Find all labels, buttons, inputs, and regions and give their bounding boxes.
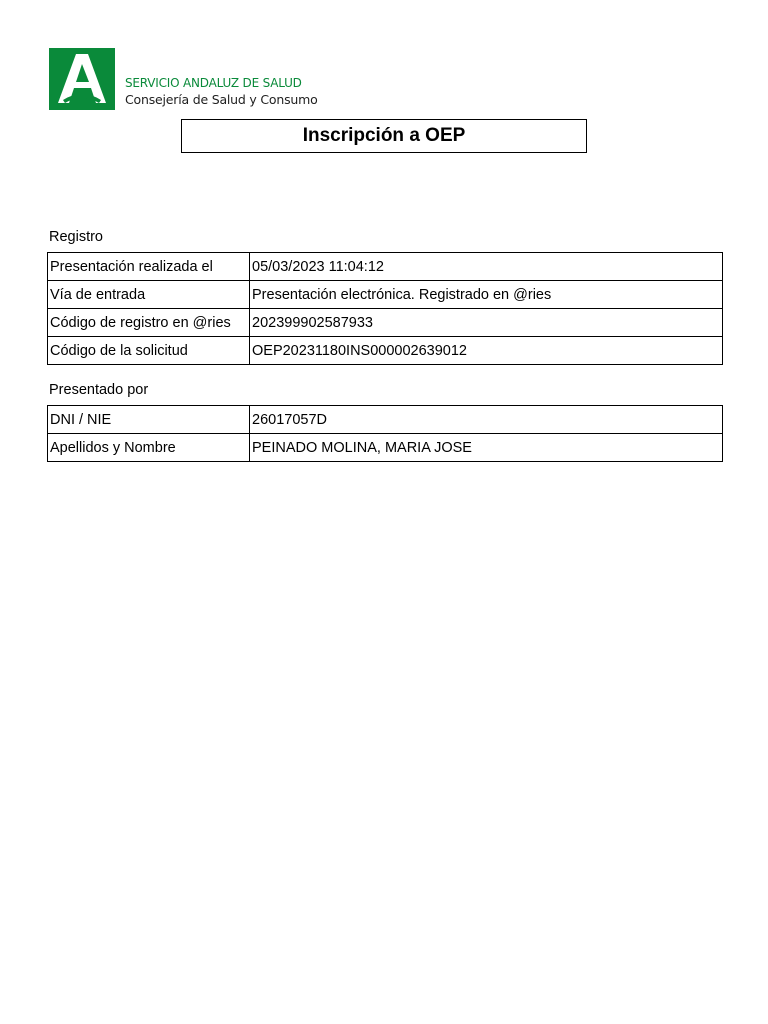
field-label: Presentación realizada el xyxy=(48,253,250,281)
junta-andalucia-logo-icon xyxy=(49,48,115,110)
table-row xyxy=(48,337,723,365)
field-label: Apellidos y Nombre xyxy=(48,434,250,462)
section-label-presentado: Presentado por xyxy=(49,382,149,398)
registro-table xyxy=(47,252,723,365)
field-value: 26017057D xyxy=(250,406,723,434)
table-row xyxy=(48,281,723,309)
table-row xyxy=(48,434,723,462)
table-row xyxy=(48,309,723,337)
document-title: Inscripción a OEP xyxy=(181,119,587,153)
field-label: Código de registro en @ries xyxy=(48,309,250,337)
field-value: Presentación electrónica. Registrado en @ries xyxy=(250,281,723,309)
table-row xyxy=(48,253,723,281)
presentado-table xyxy=(47,405,723,462)
field-value: PEINADO MOLINA, MARIA JOSE xyxy=(250,434,723,462)
field-value: OEP20231180INS000002639012 xyxy=(250,337,723,365)
section-label-registro: Registro xyxy=(49,229,103,245)
organization-department: Consejería de Salud y Consumo xyxy=(125,92,318,107)
field-label: Vía de entrada xyxy=(48,281,250,309)
field-value: 202399902587933 xyxy=(250,309,723,337)
field-label: Código de la solicitud xyxy=(48,337,250,365)
field-label: DNI / NIE xyxy=(48,406,250,434)
table-row xyxy=(48,406,723,434)
organization-name: SERVICIO ANDALUZ DE SALUD xyxy=(125,76,302,90)
field-value: 05/03/2023 11:04:12 xyxy=(250,253,723,281)
